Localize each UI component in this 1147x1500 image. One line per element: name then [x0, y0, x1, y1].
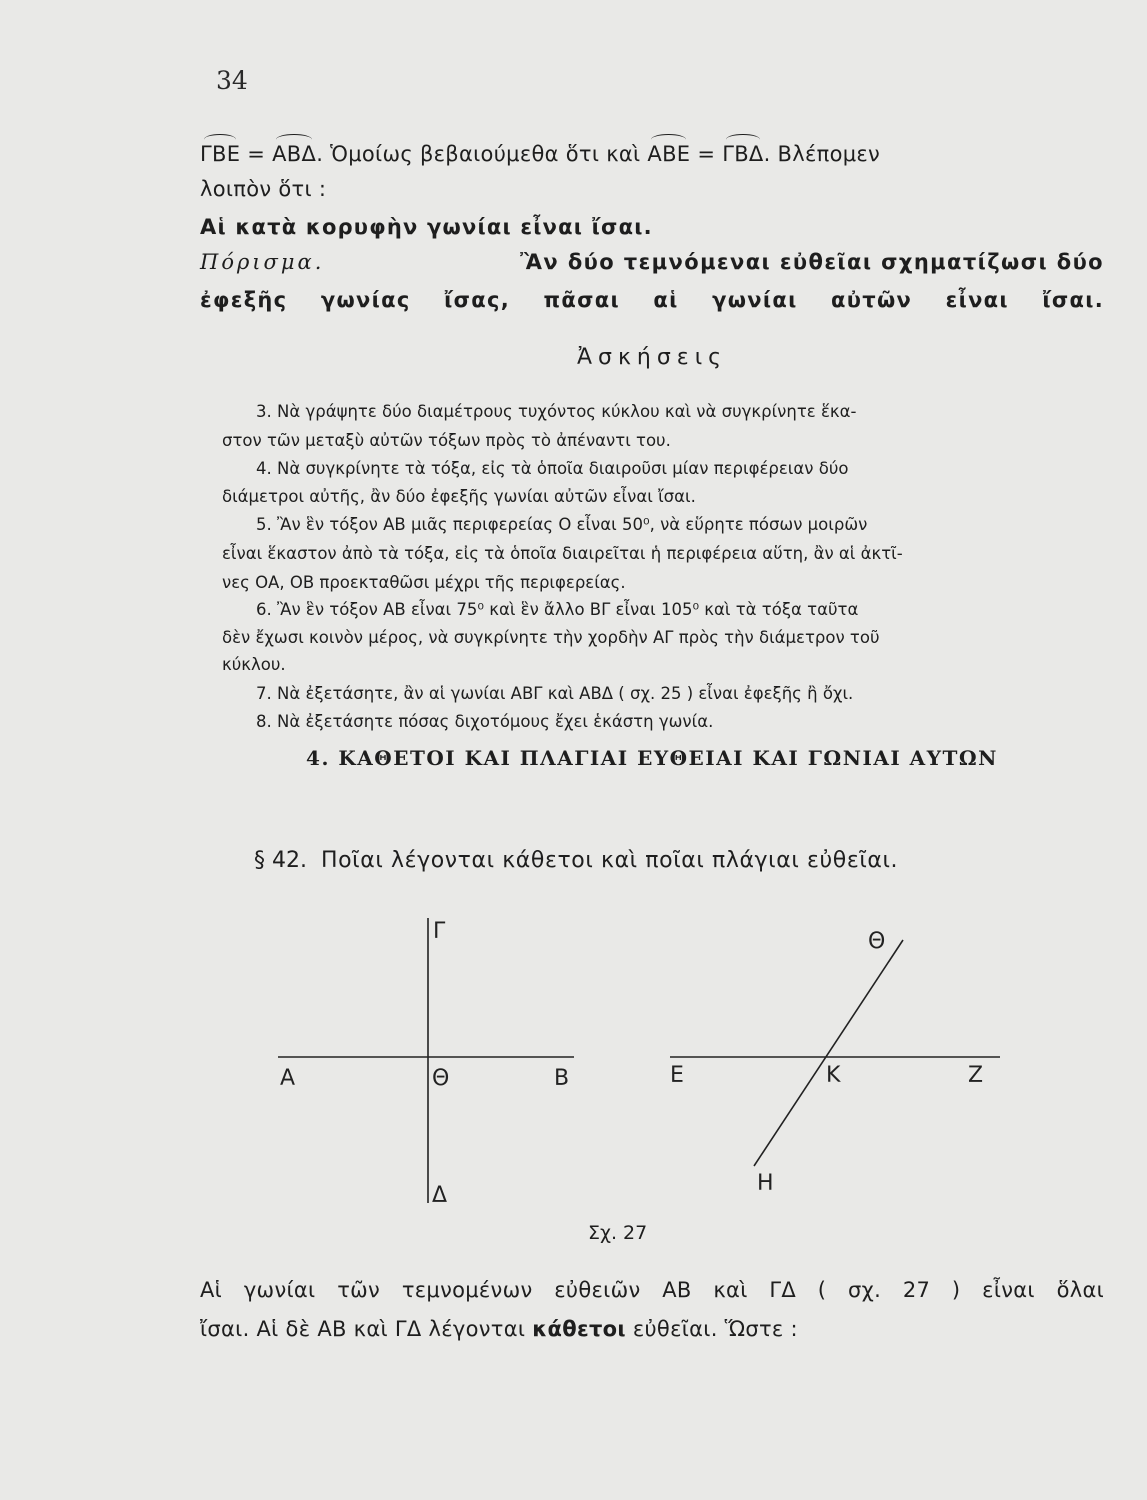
- intro-text-2: . Βλέπομεν: [763, 142, 881, 166]
- section-heading: 4. ΚΑΘΕΤΟΙ ΚΑΙ ΠΛΑΓΙΑΙ ΕΥΘΕΙΑΙ ΚΑΙ ΓΩΝΙΑΙ ΑΥΤΩΝ: [306, 746, 998, 770]
- porisma-label: Πόρισμα.: [200, 250, 325, 274]
- intro-text-1: . Ὁμοίως βεβαιούμεθα ὅτι καὶ: [316, 142, 648, 166]
- angle-gbe: ΓΒΕ: [200, 142, 241, 166]
- closing-text-a: ἴσαι. Αἱ δὲ ΑΒ καὶ ΓΔ λέγονται: [200, 1317, 533, 1341]
- label-kappa: Κ: [826, 1063, 841, 1088]
- closing-line-1: Αἱ γωνίαι τῶν τεμνομένων εὐθειῶν ΑΒ καὶ ΓΔ ( σχ. 27 ) εἶναι ὅλαι: [200, 1278, 1104, 1302]
- angle-abe: ΑΒΕ: [647, 142, 691, 166]
- line-theta-eta: [754, 940, 903, 1166]
- exercise-line: δὲν ἔχωσι κοινὸν μέρος, νὰ συγκρίνητε τὴν χορδὴν ΑΓ πρὸς τὴν διάμετρον τοῦ: [222, 628, 880, 647]
- section-42-number: § 42.: [254, 848, 307, 873]
- label-beta: Β: [554, 1066, 570, 1091]
- angle-gbd: ΓΒΔ: [722, 142, 764, 166]
- intro-line-2: λοιπὸν ὅτι :: [200, 177, 327, 201]
- exercise-line: κύκλου.: [222, 655, 286, 674]
- exercise-line: στον τῶν μεταξὺ αὐτῶν τόξων πρὸς τὸ ἀπέναντι του.: [222, 431, 671, 450]
- closing-term-kathetoi: κάθετοι: [532, 1317, 626, 1341]
- page-number: 34: [216, 66, 248, 95]
- theorem-statement: Αἱ κατὰ κορυφὴν γωνίαι εἶναι ἴσαι.: [200, 215, 653, 239]
- label-zeta: Ζ: [968, 1063, 984, 1088]
- exercise-line: νες ΟΑ, ΟΒ προεκταθῶσι μέχρι τῆς περιφερείας.: [222, 573, 626, 592]
- exercise-line: 5. Ἂν ἓν τόξον ΑΒ μιᾶς περιφερείας Ο εἶναι 50⁰, νὰ εὕρητε πόσων μοιρῶν: [256, 515, 868, 534]
- exercise-line: 8. Νὰ ἐξετάσητε πόσας διχοτόμους ἔχει ἑκάστη γωνία.: [256, 712, 714, 731]
- exercises-title: Ἀσκήσεις: [576, 345, 728, 370]
- exercise-line: εἶναι ἕκαστον ἀπὸ τὰ τόξα, εἰς τὰ ὁποῖα διαιρεῖται ἡ περιφέρεια αὕτη, ἂν αἱ ἀκτῖ-: [222, 544, 903, 563]
- label-eta: Η: [757, 1171, 774, 1196]
- label-delta: Δ: [432, 1183, 448, 1208]
- closing-text-c: εὐθεῖαι. Ὥστε :: [625, 1317, 798, 1341]
- label-alpha: Α: [280, 1066, 296, 1091]
- angle-abd: ΑΒΔ: [272, 142, 317, 166]
- exercise-line: 6. Ἂν ἓν τόξον ΑΒ εἶναι 75⁰ καὶ ἓν ἄλλο ΒΓ εἶναι 105⁰ καὶ τὰ τόξα ταῦτα: [256, 600, 859, 619]
- label-theta-right: Θ: [868, 929, 886, 954]
- porisma-line-2: ἐφεξῆς γωνίας ἴσας, πᾶσαι αἱ γωνίαι αὐτῶν εἶναι ἴσαι.: [200, 288, 1104, 312]
- label-epsilon: Ε: [670, 1063, 684, 1088]
- closing-line-2: [200, 1317, 1104, 1341]
- label-theta-left: Θ: [432, 1066, 450, 1091]
- exercise-line: διάμετροι αὐτῆς, ἂν δύο ἐφεξῆς γωνίαι αὐτῶν εἶναι ἴσαι.: [222, 487, 696, 506]
- figure-caption: Σχ. 27: [588, 1222, 648, 1244]
- equals-sign-2: =: [690, 142, 723, 166]
- label-gamma: Γ: [433, 919, 446, 944]
- porisma-text-1: Ἂν δύο τεμνόμεναι εὐθεῖαι σχηματίζωσι δύο: [520, 250, 1104, 274]
- exercise-line: 4. Νὰ συγκρίνητε τὰ τόξα, εἰς τὰ ὁποῖα διαιροῦσι μίαν περιφέρειαν δύο: [256, 459, 849, 478]
- exercise-line: 3. Νὰ γράψητε δύο διαμέτρους τυχόντος κύκλου καὶ νὰ συγκρίνητε ἕκα-: [256, 402, 857, 421]
- exercise-line: 7. Νὰ ἐξετάσητε, ἂν αἱ γωνίαι ΑΒΓ καὶ ΑΒΔ ( σχ. 25 ) εἶναι ἐφεξῆς ἢ ὄχι.: [256, 684, 854, 703]
- section-42-title: Ποῖαι λέγονται κάθετοι καὶ ποῖαι πλάγιαι εὐθεῖαι.: [320, 848, 899, 873]
- equals-sign-1: =: [240, 142, 273, 166]
